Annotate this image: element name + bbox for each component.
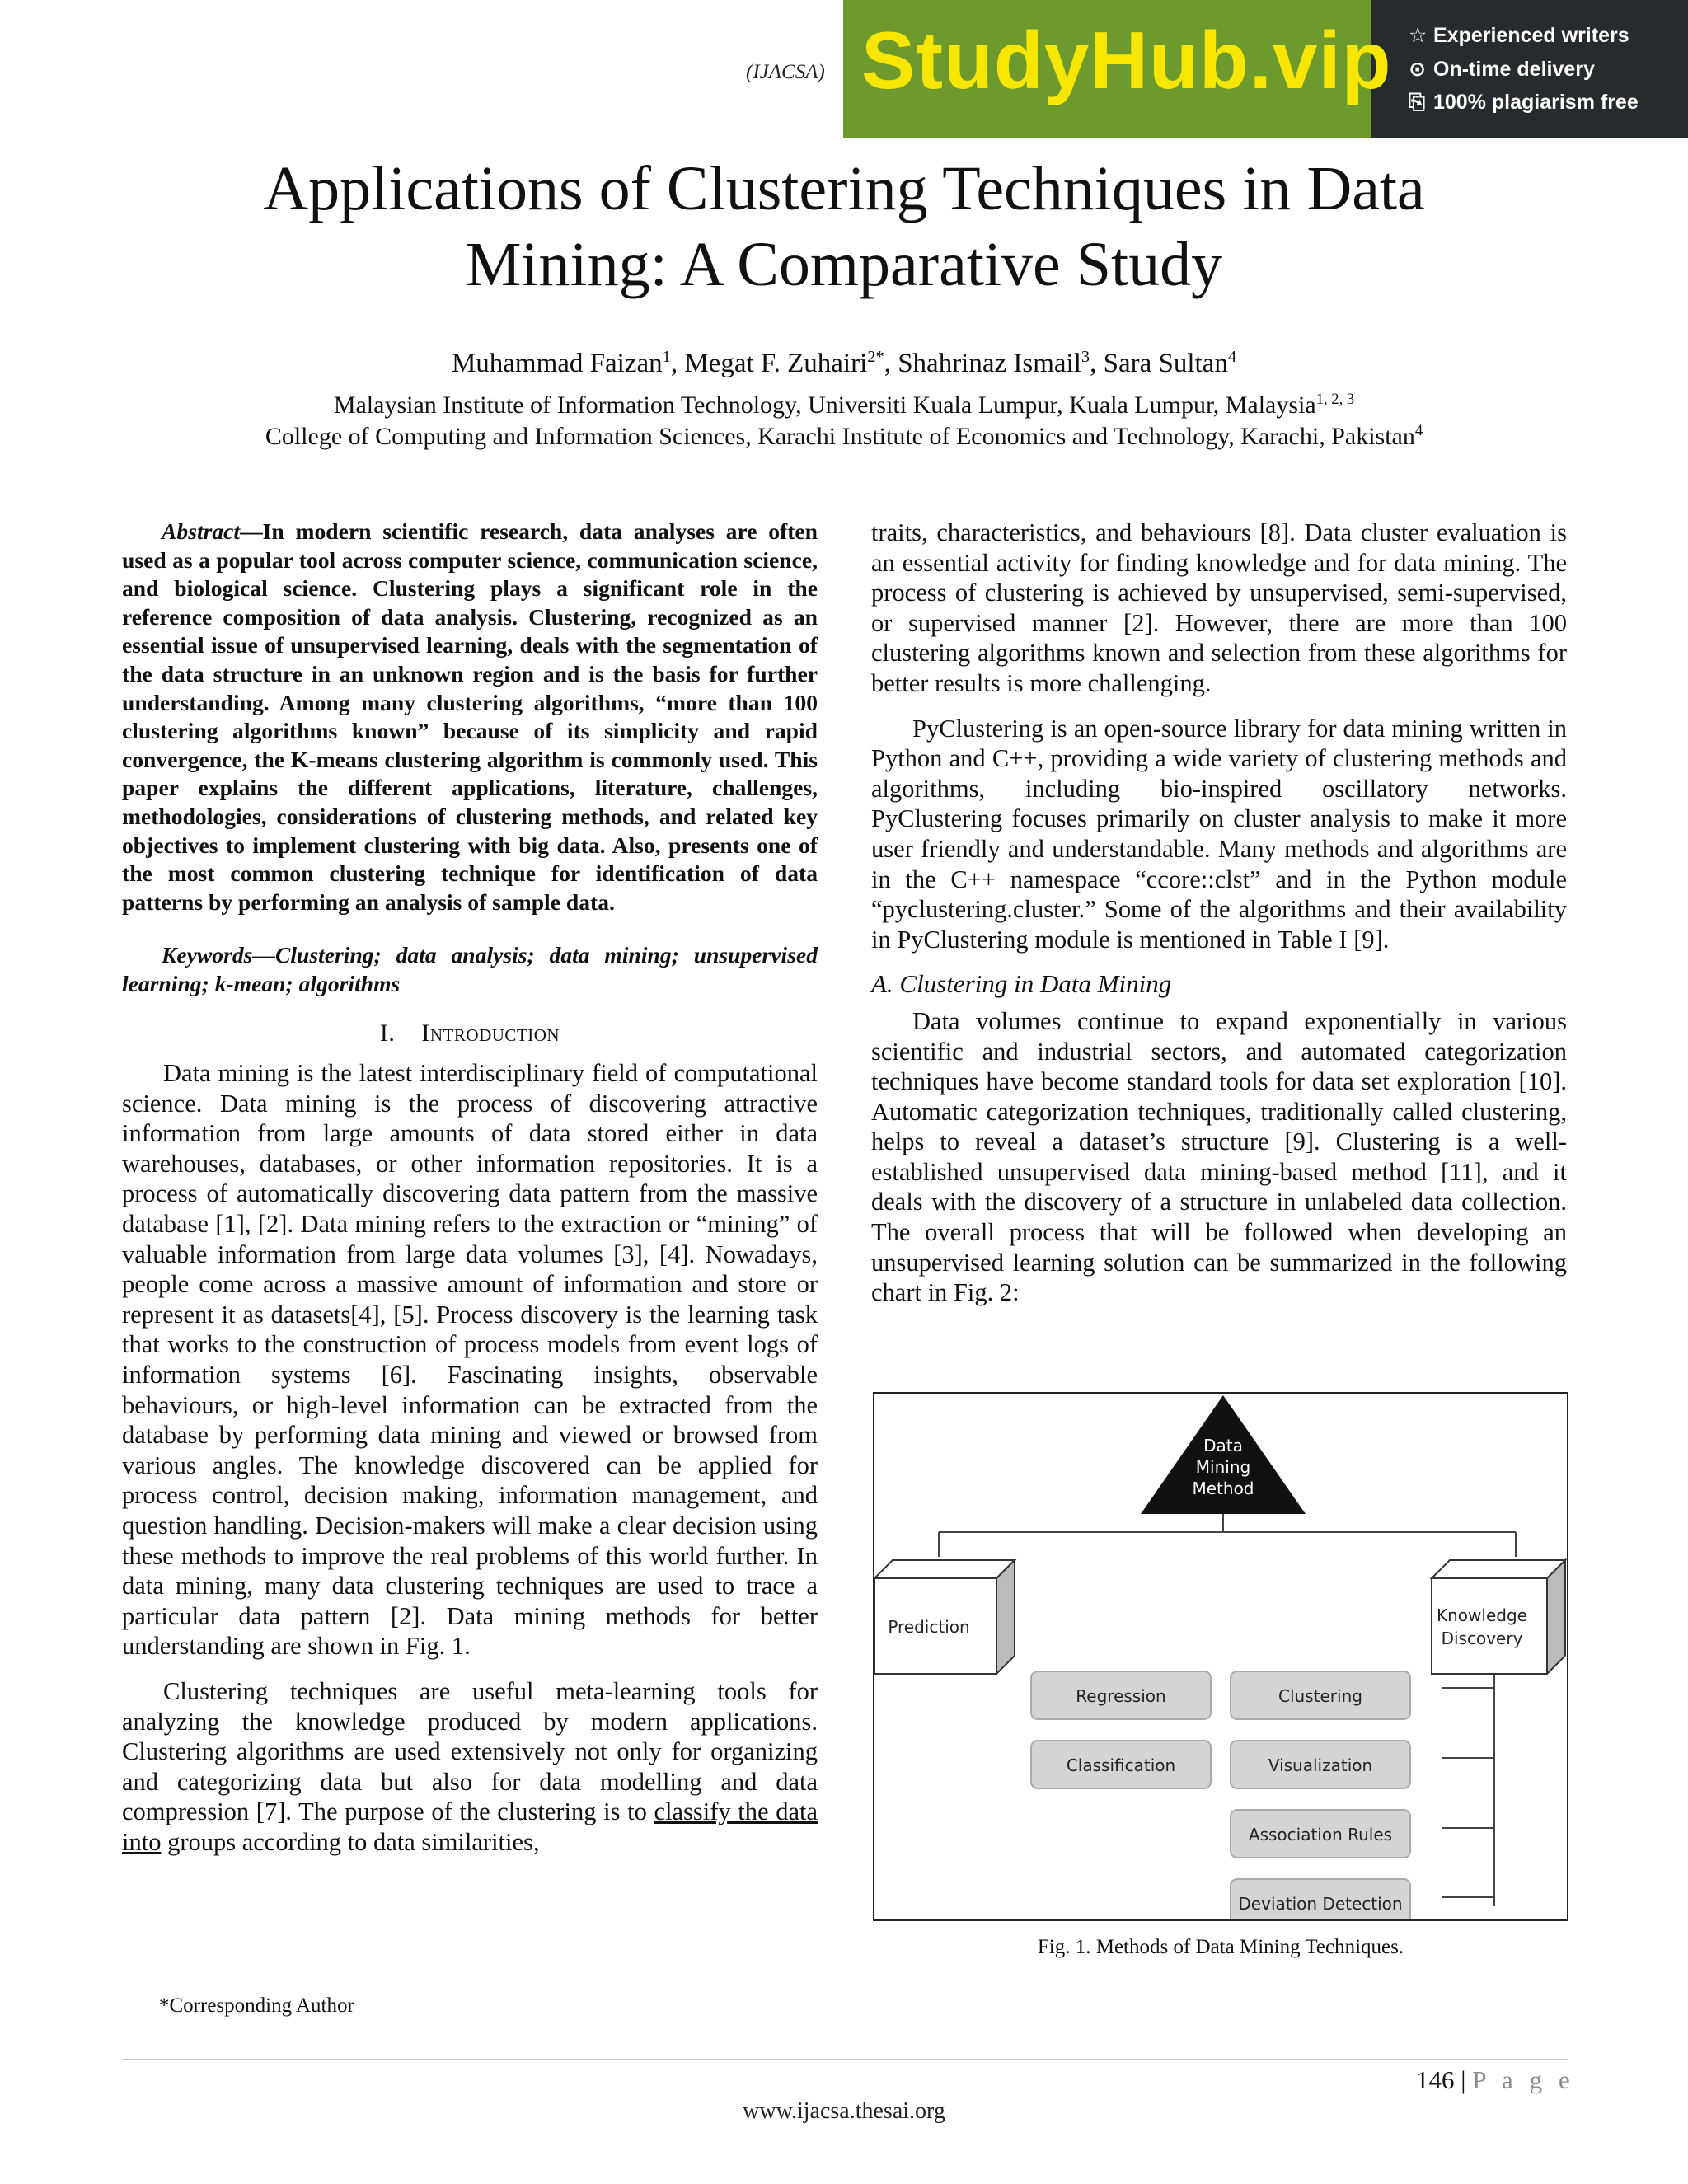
author-name: Sara Sultan (1103, 349, 1228, 378)
watermark-banner (843, 0, 1688, 138)
banner-feature-delivery: ⊙ On-time delivery (1409, 58, 1595, 81)
method-label-classification: Classification (1066, 1755, 1176, 1775)
journal-header: (IJACSA) (746, 61, 825, 83)
figure-caption: Fig. 1. Methods of Data Mining Techniques. (1037, 1936, 1404, 1958)
root-label-line: Method (1192, 1479, 1254, 1498)
section-heading-introduction: I. Introduction (379, 1019, 560, 1047)
banner-feature-plagiarism: ⎘ 100% plagiarism free (1409, 91, 1639, 114)
diagram-connectors (939, 1514, 1516, 1906)
prediction-cube (874, 1560, 1015, 1674)
author-name: Shahrinaz Ismail (898, 349, 1081, 378)
abstract-text: In modern scientific research, data analyses are often used as a popular tool across computer science, communication science, and biological science. Clustering plays a significant role in the reference composition of data analysis. Clustering, recognized as an essential issue of unsupervised learning, deals with the segmentation of the data structure in an unknown region and is the basis for further understanding. Among many clustering algorithms, “more than 100 clustering algorithms known” because of its simplicity and rapid convergence, the K-means clustering algorithm is commonly used. This paper explains the different applications, literature, challenges, methodologies, considerations of clustering methods, and related key objectives to implement clustering with big data. Also, presents one of the most common clustering technique for identification of data patterns by performing an analysis of sample data. (122, 518, 818, 915)
journal-url: www.ijacsa.thesai.org (743, 2098, 945, 2124)
pyclustering-paragraph: PyClustering is an open-source library for data mining written in Python and C++, providing a wide variety of clustering methods and algorithms, including bio-inspired oscillatory networks. PyClustering focuses primarily on cluster analysis to make it more user friendly and understandable. Many methods and algorithms are in the C++ namespace “ccore::clst” and in the Python module “pyclustering.cluster.” Some of the algorithms and their availability in PyClustering module is mentioned in Table I [9]. (871, 714, 1567, 954)
paper-title: Applications of Clustering Techniques in Data Mining: A Comparative Study (263, 154, 1425, 299)
knowledge-label-line: Discovery (1441, 1629, 1523, 1648)
affiliation-malaysia: Malaysian Institute of Information Technology, Universiti Kuala Lumpur, Kuala Lumpur, Malaysia$^{1, 2, 3}$ (333, 391, 1355, 419)
underlined-phrase: classify the data into (122, 1797, 818, 1856)
banner-logo-panel (843, 0, 1392, 138)
keywords: Keywords—Clustering; data analysis; data mining; unsupervised learning; k-mean; algorithms (122, 942, 818, 996)
affiliation-pakistan: College of Computing and Information Sciences, Karachi Institute of Economics and Technology, Karachi, Pakistan$^4$ (265, 422, 1423, 450)
method-label-association-rules: Association Rules (1248, 1825, 1393, 1844)
root-label-line: Data (1203, 1436, 1243, 1455)
method-label-visualization: Visualization (1268, 1755, 1373, 1775)
star-icon: ☆ (1409, 24, 1428, 47)
method-label-clustering: Clustering (1278, 1686, 1362, 1706)
left-column (122, 518, 818, 1872)
subsection-paragraph: Data volumes continue to expand exponentially in various scientific and industrial sectors, and automated categorization techniques have become standard tools for data set exploration [10]. Automatic categorization techniques, traditionally called clustering, helps to reveal a dataset’s structure [9]. Clustering is a well-established unsupervised data mining-based method [11], and it deals with the discovery of a structure in unlabeled data collection. The overall process that will be followed when developing an unsupervised learning solution can be summarized in the following chart in Fig. 2: (871, 1006, 1567, 1307)
footer-divider (122, 2059, 1568, 2060)
abstract-label: Abstract (162, 518, 241, 544)
right-column (871, 518, 1567, 1308)
clock-icon: ⊙ (1409, 58, 1426, 81)
continued-paragraph: traits, characteristics, and behaviours [8]. Data cluster evaluation is an essential activity for finding knowledge and for data mining. The process of clustering is achieved by unsupervised, semi-supervised, or supervised manner [2]. However, there are more than 100 clustering algorithms known and selection from these algorithms for better results is more challenging. (871, 518, 1567, 697)
studyhub-logo: StudyHub.vip (861, 15, 1392, 105)
root-label-line: Mining (1195, 1457, 1251, 1477)
method-label-regression: Regression (1076, 1686, 1166, 1706)
knowledge-discovery-cube (1432, 1560, 1565, 1674)
intro-paragraph: Clustering techniques are useful meta-learning tools for analyzing the knowledge produced by modern applications. Clustering algorithms are used extensively not only for organizing and categorizing data but also for data modelling and data compression [7]. The purpose of the clustering is to classify the data into groups according to data similarities, (122, 1676, 818, 1856)
intro-paragraph: Data mining is the latest interdisciplinary field of computational science. Data mining is the process of discovering attractive information from large amounts of data stored either in data warehouses, databases, or other information repositories. It is a process of automatically discovering data pattern from the massive database [1], [2]. Data mining refers to the extraction or “mining” of valuable information from large data volumes [3], [4]. Nowadays, people come across a massive amount of information and store or represent it as datasets[4], [5]. Process discovery is the learning task that works to the construction of process models from event logs of information systems [6]. Fascinating insights, observable behaviours, or high-level information can be extracted from the database by performing data mining and viewed or browsed from various angles. The knowledge discovered can be applied for process control, decision making, information management, and question handling. Decision-makers will make a clear decision using these methods to improve the real problems of this world further. In data mining, many data clustering techniques are used to trace a particular data pattern [2]. Data mining methods for better understanding are shown in Fig. 1. (122, 1059, 818, 1661)
diagram-svg (874, 1394, 1567, 1919)
footnote: *Corresponding Author (159, 1994, 354, 2017)
author-list: Muhammad Faizan$^1$, Megat F. Zuhairi$^{2*}$, Shahrinaz Ismail$^3$, Sara Sultan$^4$ (451, 348, 1237, 378)
knowledge-label-line: Knowledge (1437, 1605, 1527, 1625)
prediction-label: Prediction (888, 1617, 970, 1637)
document-check-icon: ⎘ (1409, 91, 1426, 114)
author-name: Muhammad Faizan (451, 349, 663, 378)
page-number: 146 | P a g e (1416, 2065, 1575, 2094)
subsection-heading: A. Clustering in Data Mining (871, 969, 1172, 999)
abstract: Abstract—In modern scientific research, data analyses are often used as a popular tool across computer science, communication science, and biological science. Clustering plays a significant role in the reference composition of data analysis. Clustering, recognized as an essential issue of unsupervised learning, deals with the segmentation of the data structure in an unknown region and is the basis for further understanding. Among many clustering algorithms, “more than 100 clustering algorithms known” because of its simplicity and rapid convergence, the K-means clustering algorithm is commonly used. This paper explains the different applications, literature, challenges, methodologies, considerations of clustering methods, and related key objectives to implement clustering with big data. Also, presents one of the most common clustering technique for identification of data patterns by performing an analysis of sample data. (122, 518, 818, 915)
method-label-deviation-detection: Deviation Detection (1238, 1894, 1403, 1914)
banner-feature-writers: ☆ Experienced writers (1409, 24, 1629, 47)
author-name: Megat F. Zuhairi (684, 349, 868, 378)
figure-data-mining-methods (873, 1392, 1568, 1921)
